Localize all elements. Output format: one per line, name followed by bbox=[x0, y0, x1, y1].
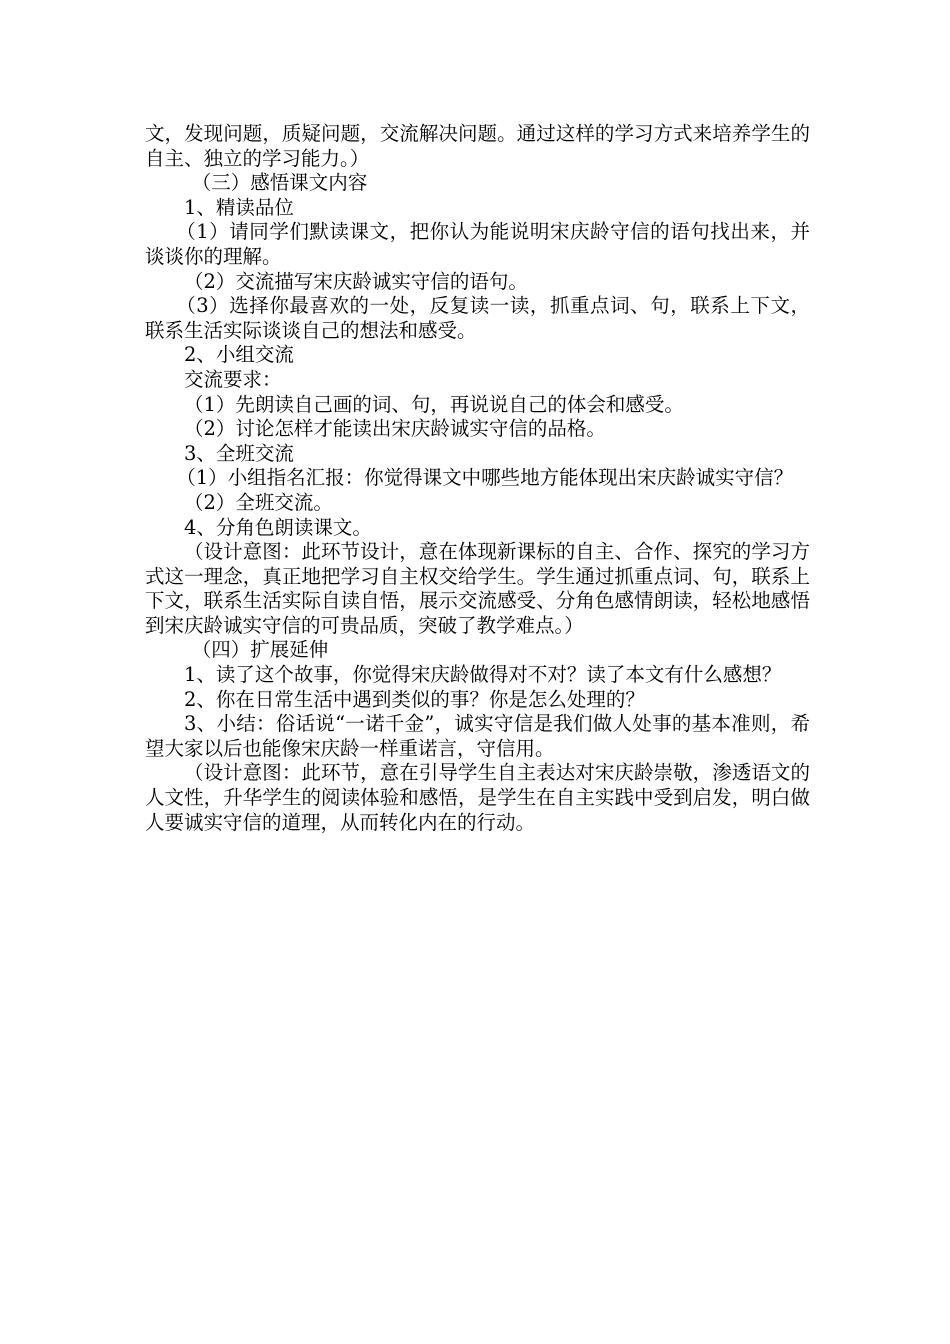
paragraph-requirement-1: （1）先朗读自己画的词、句，再说说自己的体会和感受。 bbox=[184, 392, 684, 416]
subheading-class-discussion: 3、全班交流 bbox=[184, 441, 294, 465]
paragraph-step-1-2: （2）交流描写宋庆龄诚实守信的语句。 bbox=[184, 269, 528, 293]
paragraph-step-1-1: （1）请同学们默读课文，把你认为能说明宋庆龄守信的语句找出来，并谈谈你的理解。 bbox=[145, 220, 810, 268]
paragraph-intro-continuation: 文，发现问题，质疑问题，交流解决问题。通过这样的学习方式来培养学生的自主、独立的学习能力。） bbox=[145, 122, 810, 170]
paragraph-summary: 3、小结：俗话说“一诺千金”，诚实守信是我们做人处事的基本准则，希望大家以后也能像宋庆龄一样重诺言，守信用。 bbox=[145, 712, 810, 760]
paragraph-design-intent-2: （设计意图：此环节，意在引导学生自主表达对宋庆龄崇敬，渗透语文的人文性，升华学生的阅读体验和感悟，是学生在自主实践中受到启发，明白做人要诚实守信的道理，从而转化内在的行动。 bbox=[145, 761, 810, 834]
paragraph-extension-2: 2、你在日常生活中遇到类似的事？你是怎么处理的？ bbox=[184, 687, 645, 711]
paragraph-design-intent-1: （设计意图：此环节设计，意在体现新课标的自主、合作、探究的学习方式这一理念，真正地把学习自主权交给学生。学生通过抓重点词、句，联系上下文，联系生活实际自读自悟，展示交流感受、分角色感情朗读，轻松地感悟到宋庆龄诚实守信的可贵品质，突破了教学难点。） bbox=[145, 540, 810, 637]
document-page bbox=[145, 122, 810, 835]
subheading-group-discussion: 2、小组交流 bbox=[184, 343, 294, 367]
paragraph-step-3-1: （1）小组指名汇报：你觉得课文中哪些地方能体现出宋庆龄诚实守信？ bbox=[176, 466, 794, 490]
paragraph-discussion-requirements: 交流要求： bbox=[184, 367, 282, 391]
heading-section-three: （三）感悟课文内容 bbox=[191, 171, 368, 195]
paragraph-step-3-2: （2）全班交流。 bbox=[184, 490, 333, 514]
paragraph-requirement-2: （2）讨论怎样才能读出宋庆龄诚实守信的品格。 bbox=[184, 417, 606, 441]
subheading-role-reading: 4、分角色朗读课文。 bbox=[184, 515, 372, 539]
paragraph-extension-1: 1、读了这个故事，你觉得宋庆龄做得对不对？读了本文有什么感想？ bbox=[184, 663, 782, 687]
paragraph-step-1-3: （3）选择你最喜欢的一处，反复读一读，抓重点词、句，联系上下文，联系生活实际谈谈自己的想法和感受。 bbox=[145, 294, 810, 342]
heading-section-four: （四）扩展延伸 bbox=[191, 638, 329, 662]
subheading-close-reading: 1、精读品位 bbox=[184, 195, 294, 219]
